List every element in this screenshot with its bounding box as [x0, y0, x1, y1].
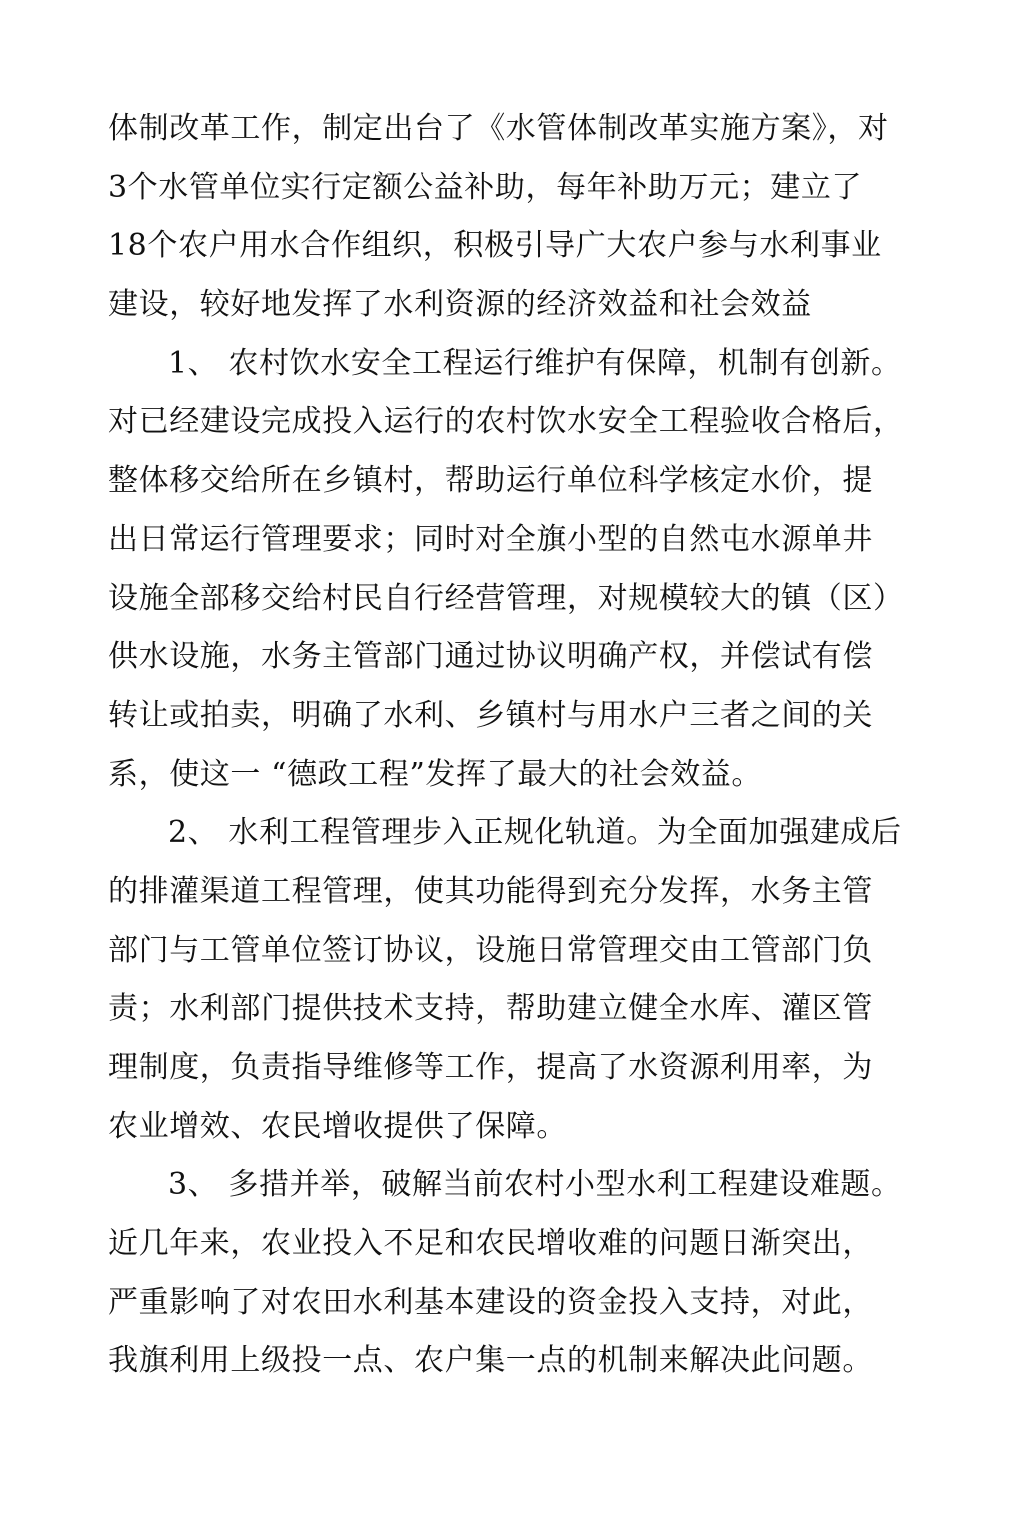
text-line: 我旗利用上级投一点、农户集一点的机制来解决此问题。 [108, 1343, 873, 1379]
text-line: 供水设施，水务主管部门通过协议明确产权，并偿试有偿 [108, 639, 873, 675]
text-line: 对已经建设完成投入运行的农村饮水安全工程验收合格后， [108, 404, 904, 440]
text-line: 出日常运行管理要求；同时对全旗小型的自然屯水源单井 [108, 521, 873, 557]
text-line: 的排灌渠道工程管理，使其功能得到充分发挥，水务主管 [108, 873, 873, 909]
text-line: 严重影响了对农田水利基本建设的资金投入支持，对此， [108, 1284, 873, 1320]
text-line: 部门与工管单位签订协议，设施日常管理交由工管部门负 [108, 932, 873, 968]
text-line: 整体移交给所在乡镇村，帮助运行单位科学核定水价，提 [108, 463, 873, 499]
section-heading-1: 1、 农村饮水安全工程运行维护有保障，机制有创新。 [168, 345, 902, 381]
text-line: 体制改革工作，制定出台了《水管体制改革实施方案》，对 [108, 111, 889, 146]
section-heading-2: 2、 水利工程管理步入正规化轨道。为全面加强建成后 [168, 815, 902, 851]
text-line: 责；水利部门提供技术支持，帮助建立健全水库、灌区管 [108, 991, 873, 1027]
document-body [108, 100, 908, 1391]
text-line: 农业增效、农民增收提供了保障。 [108, 1108, 567, 1144]
text-line: 理制度，负责指导维修等工作，提高了水资源利用率，为 [108, 1050, 873, 1085]
text-line: 建设，较好地发挥了水利资源的经济效益和社会效益 [108, 287, 812, 323]
text-line: 18个农户用水合作组织，积极引导广大农户参与水利事业 [108, 228, 882, 264]
text-line: 3个水管单位实行定额公益补助，每年补助万元；建立了 [108, 169, 863, 205]
section-heading-3: 3、 多措并举，破解当前农村小型水利工程建设难题。 [168, 1167, 902, 1203]
text-line: 近几年来，农业投入不足和农民增收难的问题日渐突出， [108, 1226, 873, 1262]
text-line: 系，使这一 “德政工程”发挥了最大的社会效益。 [108, 756, 763, 792]
text-line: 转让或拍卖，明确了水利、乡镇村与用水户三者之间的关 [108, 697, 873, 733]
text-line: 设施全部移交给村民自行经营管理，对规模较大的镇（区） [108, 580, 904, 616]
